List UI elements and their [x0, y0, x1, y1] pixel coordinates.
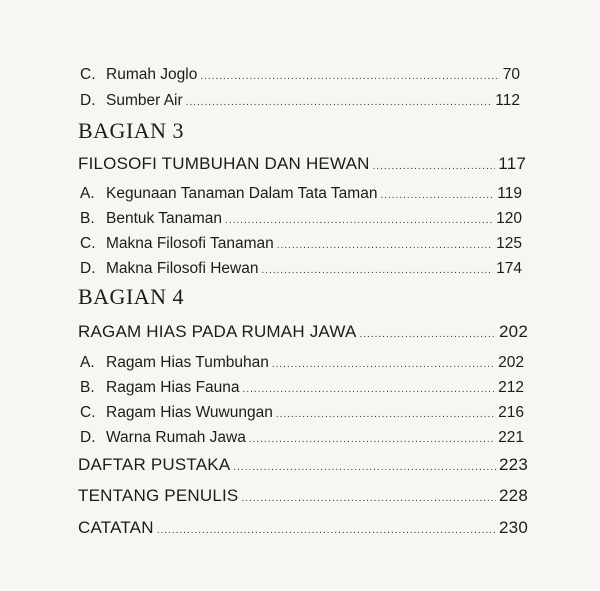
entry-title [80, 404, 273, 422]
entry-title [80, 235, 274, 253]
page-number: 125 [496, 235, 522, 252]
leader-dots [241, 493, 496, 504]
entry-letter: C. [80, 66, 96, 83]
toc-entry [80, 260, 522, 278]
entry-letter: C. [80, 235, 96, 252]
entry-text: Warna Rumah Jawa [106, 429, 246, 446]
toc-entry [80, 66, 520, 84]
chapter-title: DAFTAR PUSTAKA [78, 455, 231, 474]
chapter-entry [78, 154, 526, 174]
entry-letter: D. [80, 260, 96, 277]
leader-dots [157, 525, 496, 536]
page-number: 223 [499, 455, 528, 474]
page-number: 221 [498, 429, 524, 446]
chapter-title: CATATAN [78, 518, 154, 537]
page-number: 202 [499, 322, 528, 341]
toc-entry [80, 429, 524, 447]
entry-text: Kegunaan Tanaman Dalam Tata Taman [106, 185, 378, 202]
toc-entry [80, 185, 522, 203]
entry-letter: B. [80, 379, 95, 396]
toc-entry [80, 235, 522, 253]
entry-title [80, 429, 246, 447]
entry-title [80, 260, 258, 278]
leader-dots [261, 265, 493, 276]
leader-dots [233, 462, 496, 473]
page-number: 216 [498, 404, 524, 421]
entry-title [80, 185, 377, 203]
entry-text: Rumah Joglo [106, 66, 198, 83]
toc-entry [80, 210, 522, 228]
leader-dots [186, 97, 493, 108]
chapter-entry [78, 486, 528, 506]
toc-entry [80, 92, 520, 110]
leader-dots [360, 329, 497, 340]
chapter-entry [78, 322, 528, 342]
page-number: 117 [498, 154, 526, 173]
entry-text: Sumber Air [106, 92, 183, 109]
entry-title [80, 66, 197, 84]
leader-dots [243, 384, 496, 395]
leader-dots [277, 240, 493, 251]
entry-letter: C. [80, 404, 96, 421]
entry-text: Ragam Hias Tumbuhan [106, 354, 269, 371]
chapter-title: FILOSOFI TUMBUHAN DAN HEWAN [78, 154, 370, 173]
entry-text: Bentuk Tanaman [106, 210, 223, 227]
chapter-entry [78, 455, 528, 475]
chapter-entry [78, 518, 528, 538]
leader-dots [380, 190, 494, 201]
page-number: 230 [499, 518, 528, 537]
page-number: 174 [496, 260, 522, 277]
part-heading: BAGIAN 3 [78, 118, 185, 143]
entry-letter: D. [80, 429, 96, 446]
entry-text: Ragam Hias Fauna [106, 379, 240, 396]
entry-letter: A. [80, 354, 95, 371]
leader-dots [373, 161, 496, 172]
page-number: 70 [502, 66, 520, 83]
entry-title [80, 92, 183, 110]
leader-dots [225, 215, 493, 226]
leader-dots [272, 359, 495, 370]
toc-entry [80, 404, 524, 422]
entry-text: Makna Filosofi Hewan [106, 260, 259, 277]
entry-title [80, 210, 222, 228]
page-number: 202 [498, 354, 524, 371]
leader-dots [276, 409, 495, 420]
leader-dots [249, 434, 495, 445]
page-number: 120 [496, 210, 522, 227]
entry-letter: D. [80, 92, 96, 109]
page-number: 228 [499, 486, 528, 505]
page-number: 119 [497, 185, 522, 202]
chapter-title: TENTANG PENULIS [78, 486, 239, 505]
part-heading: BAGIAN 4 [78, 284, 185, 309]
entry-title [80, 354, 269, 372]
chapter-title: RAGAM HIAS PADA RUMAH JAWA [78, 322, 357, 341]
entry-title [80, 379, 240, 397]
entry-letter: A. [80, 185, 95, 202]
entry-text: Ragam Hias Wuwungan [106, 404, 273, 421]
toc-entry [80, 379, 524, 397]
entry-letter: B. [80, 210, 95, 227]
entry-text: Makna Filosofi Tanaman [106, 235, 274, 252]
toc-entry [80, 354, 524, 372]
page-number: 212 [498, 379, 524, 396]
leader-dots [200, 71, 499, 82]
page-number: 112 [495, 92, 520, 109]
